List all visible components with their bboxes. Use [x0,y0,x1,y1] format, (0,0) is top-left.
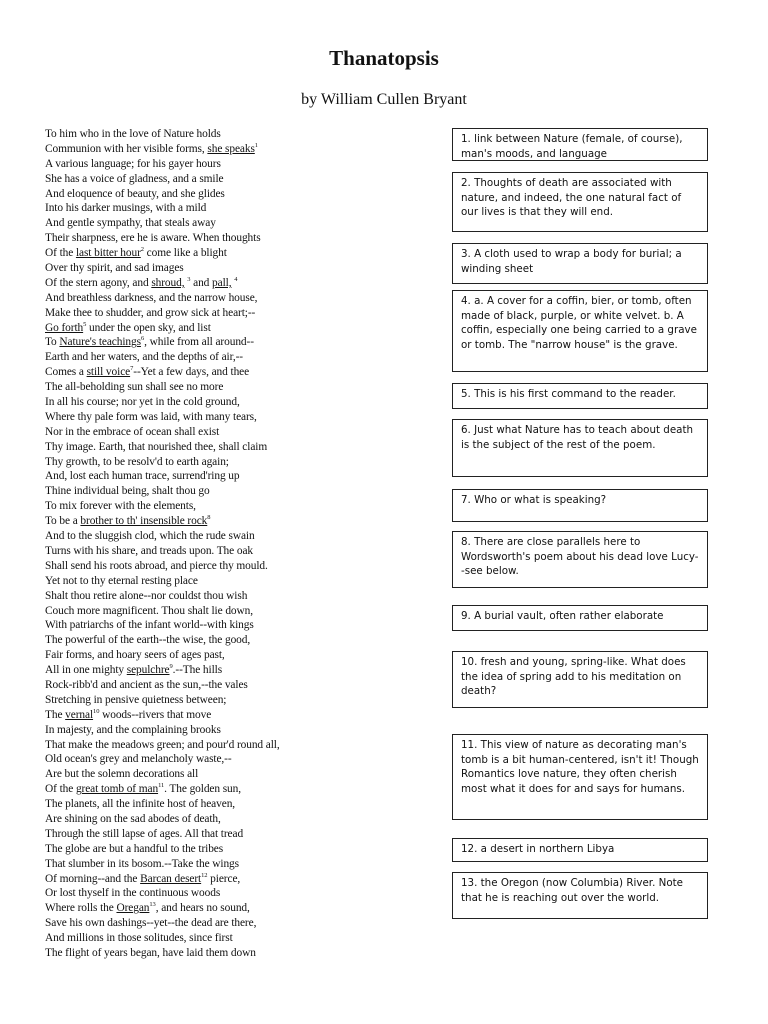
poem-line [45,633,405,648]
poem-text-segment: under the open sky, and list [86,321,211,334]
poem-line [45,246,405,261]
poem-text-segment: Of morning--and the [45,872,141,885]
poem-text-segment: The flight of years began, have laid them down [45,946,256,959]
poem-text-segment: Communion with her visible forms, [45,142,208,155]
poem-line [45,291,405,306]
poem-text-segment: In all his course; nor yet in the cold ground, [45,396,240,409]
poem-text-segment: Couch more magnificent. Thou shalt lie down, [45,604,253,617]
poem-line [45,857,405,872]
poem-text-segment: Yet not to thy eternal resting place [45,574,198,587]
poem-text-segment: She has a voice of gladness, and a smile [45,172,224,185]
poem-line [45,187,405,202]
poem-line [45,872,405,887]
poem-line [45,648,405,663]
poem-line [45,335,405,350]
poem-text-segment: woods--rivers that move [99,708,212,721]
poem-text-segment: Nor in the embrace of ocean shall exist [45,425,220,438]
annotated-phrase: Go forth [45,321,84,334]
poem-line [45,395,405,410]
poem-text-segment: Make thee to shudder, and grow sick at heart;-- [45,306,256,319]
poem-text-segment: The globe are but a handful to the tribes [45,842,224,855]
poem-text-segment: .--The hills [172,664,223,677]
footnote-marker: 7 [130,365,134,373]
poem-text-segment: And to the sluggish clod, which the rude swain [45,530,255,543]
footnote-marker: 5 [83,320,87,328]
footnote-marker: 2 [140,246,144,254]
poem-line [45,261,405,276]
author-byline: by William Cullen Bryant [301,91,467,108]
poem-text-segment: Save his own dashings--yet--the dead are there, [45,917,257,930]
poem-line [45,916,405,931]
footnote-marker: 12 [201,871,208,879]
footnote-marker: 13 [149,901,156,909]
poem-line [45,425,405,440]
footnote-9: 9. A burial vault, often rather elaborate [452,605,708,631]
poem-text-segment: The all-beholding sun shall see no more [45,381,224,394]
poem-line [45,350,405,365]
poem-line [45,767,405,782]
poem-text-segment: Where rolls the [45,902,117,915]
annotated-phrase: still voice [86,366,131,379]
poem-text-segment: The planets, all the infinite host of heaven, [45,798,236,811]
poem-line [45,127,405,142]
poem-text-segment: and [190,276,213,289]
poem-text-segment: Turns with his share, and treads upon. The oak [45,544,254,557]
poem-text-segment: Into his darker musings, with a mild [45,202,207,215]
poem-text-segment: Their sharpness, ere he is aware. When thoughts [45,232,261,245]
footnote-marker: 11 [158,782,165,790]
poem-text-segment: . The golden sun, [164,783,241,796]
poem-line [45,678,405,693]
footnote-6: 6. Just what Nature has to teach about death is the subject of the rest of the poem. [452,419,708,477]
poem-text-segment: Over thy spirit, and sad images [45,262,184,275]
poem-line [45,231,405,246]
annotated-phrase: great tomb of man [75,783,159,796]
poem-line [45,738,405,753]
poem-text-segment: Fair forms, and hoary seers of ages past, [45,649,225,662]
poem-text-segment: Shalt thou retire alone--nor couldst thou wish [45,589,248,602]
annotated-phrase: Barcan desert [140,872,202,885]
footnote-10: 10. fresh and young, spring-like. What does the idea of spring add to his meditation on death? [452,651,708,708]
poem-line [45,589,405,604]
poem-line [45,469,405,484]
footnote-1: 1. link between Nature (female, of course), man's moods, and language [452,128,708,161]
poem-line [45,708,405,723]
poem-text-segment: pierce, [207,872,241,885]
poem-text-segment: Old ocean's grey and melancholy waste,-- [45,753,232,766]
poem-line [45,157,405,172]
footnote-marker: 8 [207,514,211,522]
poem-line [45,440,405,455]
annotated-phrase: shroud, [151,276,185,289]
footnote-marker: 3 [187,275,191,283]
poem-line [45,544,405,559]
poem-text-segment: , and hears no sound, [155,902,250,915]
annotated-phrase: she speaks [207,142,255,155]
poem-text-segment: And, lost each human trace, surrend'ring up [45,470,240,483]
poem-line [45,946,405,961]
poem-text-segment: To him who in the love of Nature holds [45,128,221,140]
poem-line [45,782,405,797]
footnote-8: 8. There are close parallels here to Wordsworth's poem about his dead love Lucy--see below. [452,531,708,588]
poem-text-segment: And gentle sympathy, that steals away [45,217,216,230]
poem-text-segment: Are but the solemn decorations all [45,768,199,781]
poem-line [45,529,405,544]
poem-text-segment: That make the meadows green; and pour'd round all, [45,738,280,751]
poem-text-segment: Of the [45,247,76,260]
footnote-5: 5. This is his first command to the reader. [452,383,708,409]
poem-text-segment: Of the [45,783,76,796]
poem-line [45,693,405,708]
poem-text-segment: Rock-ribb'd and ancient as the sun,--the vales [45,678,248,691]
poem-text-segment: Or lost thyself in the continuous woods [45,887,221,900]
poem-line [45,901,405,916]
poem-text-segment: To [45,336,60,349]
poem-text-segment: A various language; for his gayer hours [45,157,221,170]
footnote-marker: 6 [140,335,145,343]
poem-text-segment: Thy image. Earth, that nourished thee, shall claim [45,440,268,453]
poem-text-segment: The powerful of the earth--the wise, the good, [45,634,251,647]
poem-line [45,574,405,589]
poem-line [45,499,405,514]
poem-text-segment: In majesty, and the complaining brooks [45,723,221,736]
annotated-phrase: pall, [212,276,232,289]
poem-line [45,306,405,321]
poem-line [45,321,405,336]
annotated-phrase: brother to th' insensible rock [80,515,208,528]
poem-line [45,723,405,738]
page-title: Thanatopsis [329,46,439,70]
poem-line [45,514,405,529]
poem-text-segment: Shall send his roots abroad, and pierce thy mould. [45,559,268,572]
poem-text-segment: Are shining on the sad abodes of death, [45,812,221,825]
poem-text-segment: Earth and her waters, and the depths of air,-- [45,351,243,364]
poem-text-segment: , while from all around-- [144,336,254,349]
poem-text-segment: And breathless darkness, and the narrow house, [45,291,258,304]
footnote-marker: 1 [254,141,258,149]
poem-text-segment: Comes a [45,366,87,379]
footnote-marker: 9 [169,663,173,671]
poem-text-segment: And eloquence of beauty, and she glides [45,187,225,200]
poem-text-segment: The [45,708,66,721]
poem-text-segment: And millions in those solitudes, since first [45,932,233,945]
poem-text-segment: Stretching in pensive quietness between; [45,693,227,706]
poem-line [45,886,405,901]
footnote-11: 11. This view of nature as decorating man's tomb is a bit human-centered, isn't it! Though Romantics love nature, they often cherish most what it does for and says for humans. [452,734,708,820]
poem-line [45,142,405,157]
poem-line [45,484,405,499]
poem-text-segment: That slumber in its bosom.--Take the wings [45,857,239,870]
poem-line [45,410,405,425]
poem-line [45,216,405,231]
annotated-phrase: vernal [65,708,94,721]
annotated-phrase: Nature's teachings [59,336,141,349]
poem-line [45,172,405,187]
poem-line [45,618,405,633]
footnote-4: 4. a. A cover for a coffin, bier, or tomb, often made of black, purple, or white velvet. b. A coffin, especially one being carried to a grave or tomb. The "narrow house" is the grave. [452,290,708,372]
poem-line [45,797,405,812]
poem-text-segment: Thy growth, to be resolv'd to earth again; [45,455,229,468]
footnote-3: 3. A cloth used to wrap a body for burial; a winding sheet [452,243,708,284]
poem-text-segment: Where thy pale form was laid, with many tears, [45,410,257,423]
poem-line [45,559,405,574]
annotated-phrase: last bitter hour [75,247,141,260]
poem-text-segment: Of the stern agony, and [45,276,152,289]
footnote-marker: 4 [234,275,238,283]
poem-text-segment: --Yet a few days, and thee [133,366,250,379]
poem-line [45,931,405,946]
footnote-12: 12. a desert in northern Libya [452,838,708,862]
poem-line [45,201,405,216]
poem-line [45,380,405,395]
poem-text-segment: To be a [45,515,81,528]
poem-text-segment: Through the still lapse of ages. All that tread [45,827,244,840]
poem-line [45,842,405,857]
poem-text-segment: To mix forever with the elements, [45,500,196,513]
poem-text-segment: With patriarchs of the infant world--with kings [45,619,254,632]
poem-line [45,455,405,470]
footnote-13: 13. the Oregon (now Columbia) River. Note that he is reaching out over the world. [452,872,708,919]
poem-line [45,812,405,827]
poem-text-segment: Thine individual being, shalt thou go [45,485,210,498]
footnote-2: 2. Thoughts of death are associated with nature, and indeed, the one natural fact of our lives is that they will end. [452,172,708,232]
footnote-marker: 10 [93,707,100,715]
poem-line [45,276,405,291]
footnote-7: 7. Who or what is speaking? [452,489,708,522]
poem-line [45,365,405,380]
poem-text-segment: come like a blight [143,247,227,260]
poem-text [45,127,405,961]
poem-line [45,752,405,767]
poem-text-segment: All in one mighty [45,664,127,677]
annotated-phrase: Oregan [116,902,150,915]
annotated-phrase: sepulchre [126,664,170,677]
poem-line [45,663,405,678]
poem-line [45,604,405,619]
poem-line [45,827,405,842]
